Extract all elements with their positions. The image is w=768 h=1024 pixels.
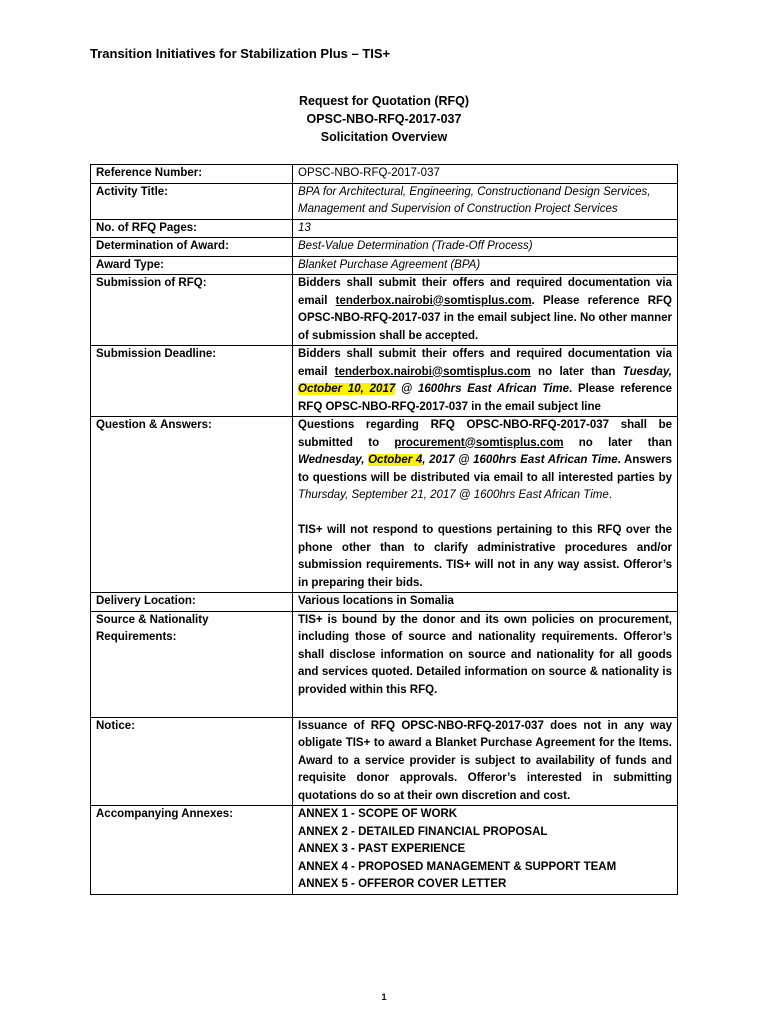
award-type-value: Blanket Purchase Agreement (BPA) — [293, 256, 678, 275]
delivery-value: Various locations in Somalia — [293, 593, 678, 612]
reference-value: OPSC-NBO-RFQ-2017-037 — [293, 165, 678, 184]
qa-text-3: . Answers to questions will be distributed via email to all interested parties by — [298, 454, 672, 484]
submission-label: Submission of RFQ: — [91, 275, 293, 346]
submission-email-link[interactable]: tenderbox.nairobi@somtisplus.com — [335, 294, 532, 307]
reference-label: Reference Number: — [91, 165, 293, 184]
source-value — [293, 611, 678, 717]
annexes-value — [293, 806, 678, 895]
determination-value: Best-Value Determination (Trade-Off Process) — [293, 238, 678, 257]
deadline-time: @ 1600hrs East African Time — [395, 383, 569, 395]
table-row-pages — [91, 219, 678, 238]
deadline-text-3: . Please reference RFQ OPSC-NBO-RFQ-2017-037 in the email subject line — [298, 383, 672, 413]
annex-item: ANNEX 1 - SCOPE OF WORK — [298, 808, 458, 820]
delivery-label: Delivery Location: — [91, 593, 293, 612]
annex-item: ANNEX 5 - OFFEROR COVER LETTER — [298, 878, 507, 890]
qa-answer-date: Thursday, September 21, 2017 @ 1600hrs East African Time — [298, 489, 609, 501]
table-row-award-type — [91, 256, 678, 275]
activity-value: BPA for Architectural, Engineering, Constructionand Design Services, Management and Supervision of Construction Project Services — [293, 183, 678, 219]
qa-email-link[interactable]: procurement@somtisplus.com — [394, 436, 564, 449]
table-row-source — [91, 611, 678, 717]
pages-value: 13 — [293, 219, 678, 238]
qa-label: Question & Answers: — [91, 417, 293, 593]
table-row-delivery — [91, 593, 678, 612]
deadline-text-1: Bidders shall submit their offers and required documentation via email — [298, 348, 672, 378]
pages-label: No. of RFQ Pages: — [91, 219, 293, 238]
submission-text-1: Bidders shall submit their offers and required documentation via email — [298, 277, 672, 307]
deadline-email-link[interactable]: tenderbox.nairobi@somtisplus.com — [334, 365, 531, 378]
deadline-label: Submission Deadline: — [91, 346, 293, 417]
table-row-qa — [91, 417, 678, 593]
qa-text-5: . — [608, 489, 612, 501]
organization-title: Transition Initiatives for Stabilization Plus – TIS+ — [90, 46, 391, 61]
annexes-label: Accompanying Annexes: — [91, 806, 293, 895]
activity-label: Activity Title: — [91, 183, 293, 219]
table-row-annexes — [91, 806, 678, 895]
heading-reference: OPSC-NBO-RFQ-2017-037 — [306, 112, 462, 126]
annex-item: ANNEX 3 - PAST EXPERIENCE — [298, 843, 466, 855]
solicitation-overview-table — [90, 164, 678, 895]
qa-day: Wednesday, — [298, 454, 369, 466]
table-row-submission — [91, 275, 678, 346]
table-row-notice — [91, 717, 678, 806]
qa-time: , 2017 @ 1600hrs East African Time — [422, 454, 618, 466]
submission-value — [293, 275, 678, 346]
heading-overview: Solicitation Overview — [320, 130, 448, 144]
page-number: 1 — [381, 992, 387, 1002]
source-label: Source & Nationality Requirements: — [91, 611, 293, 717]
document-heading — [0, 92, 768, 146]
determination-label: Determination of Award: — [91, 238, 293, 257]
qa-date-highlight: October 4 — [368, 454, 423, 466]
award-type-label: Award Type: — [91, 256, 293, 275]
table-row-determination — [91, 238, 678, 257]
paragraph-gap — [298, 699, 672, 717]
submission-text-2: . Please reference RFQ OPSC-NBO-RFQ-2017-037 in the email subject line. No other manner of submission shall be accepted. — [298, 294, 672, 342]
qa-text-1: Questions regarding RFQ OPSC-NBO-RFQ-2017-037 shall be submitted to — [298, 419, 672, 449]
deadline-date-highlight: October 10, 2017 — [298, 383, 396, 395]
deadline-text-2: no later than — [530, 365, 623, 378]
notice-label: Notice: — [91, 717, 293, 806]
annex-item: ANNEX 4 - PROPOSED MANAGEMENT & SUPPORT TEAM — [298, 860, 617, 873]
table-row-activity — [91, 183, 678, 219]
qa-text-2: no later than — [563, 436, 672, 449]
qa-value — [293, 417, 678, 593]
table-row-reference — [91, 165, 678, 184]
source-text: TIS+ is bound by the donor and its own policies on procurement, including those of source and nationality requirements. Offeror’s shall disclose information on source and nationality for all goods and services quoted. Detailed information on source & nationality is provided within this RFQ. — [298, 613, 672, 696]
notice-value: Issuance of RFQ OPSC-NBO-RFQ-2017-037 does not in any way obligate TIS+ to award a Blanket Purchase Agreement for the Items. Award to a service provider is subject to availability of funds and requisite donor approvals. Offeror’s interested in submitting quotations do so at their own discretion and cost. — [293, 717, 678, 806]
deadline-day: Tuesday, — [622, 365, 672, 378]
annex-item: ANNEX 2 - DETAILED FINANCIAL PROPOSAL — [298, 825, 548, 838]
heading-rfq: Request for Quotation (RFQ) — [298, 94, 470, 108]
qa-paragraph-2: TIS+ will not respond to questions pertaining to this RFQ over the phone other than to clarify administrative procedures and/or submission requirements. TIS+ will not in any way assist. Offeror’s in preparing their bids. — [298, 524, 672, 589]
table-row-deadline — [91, 346, 678, 417]
paragraph-gap — [298, 505, 672, 523]
deadline-value — [293, 346, 678, 417]
